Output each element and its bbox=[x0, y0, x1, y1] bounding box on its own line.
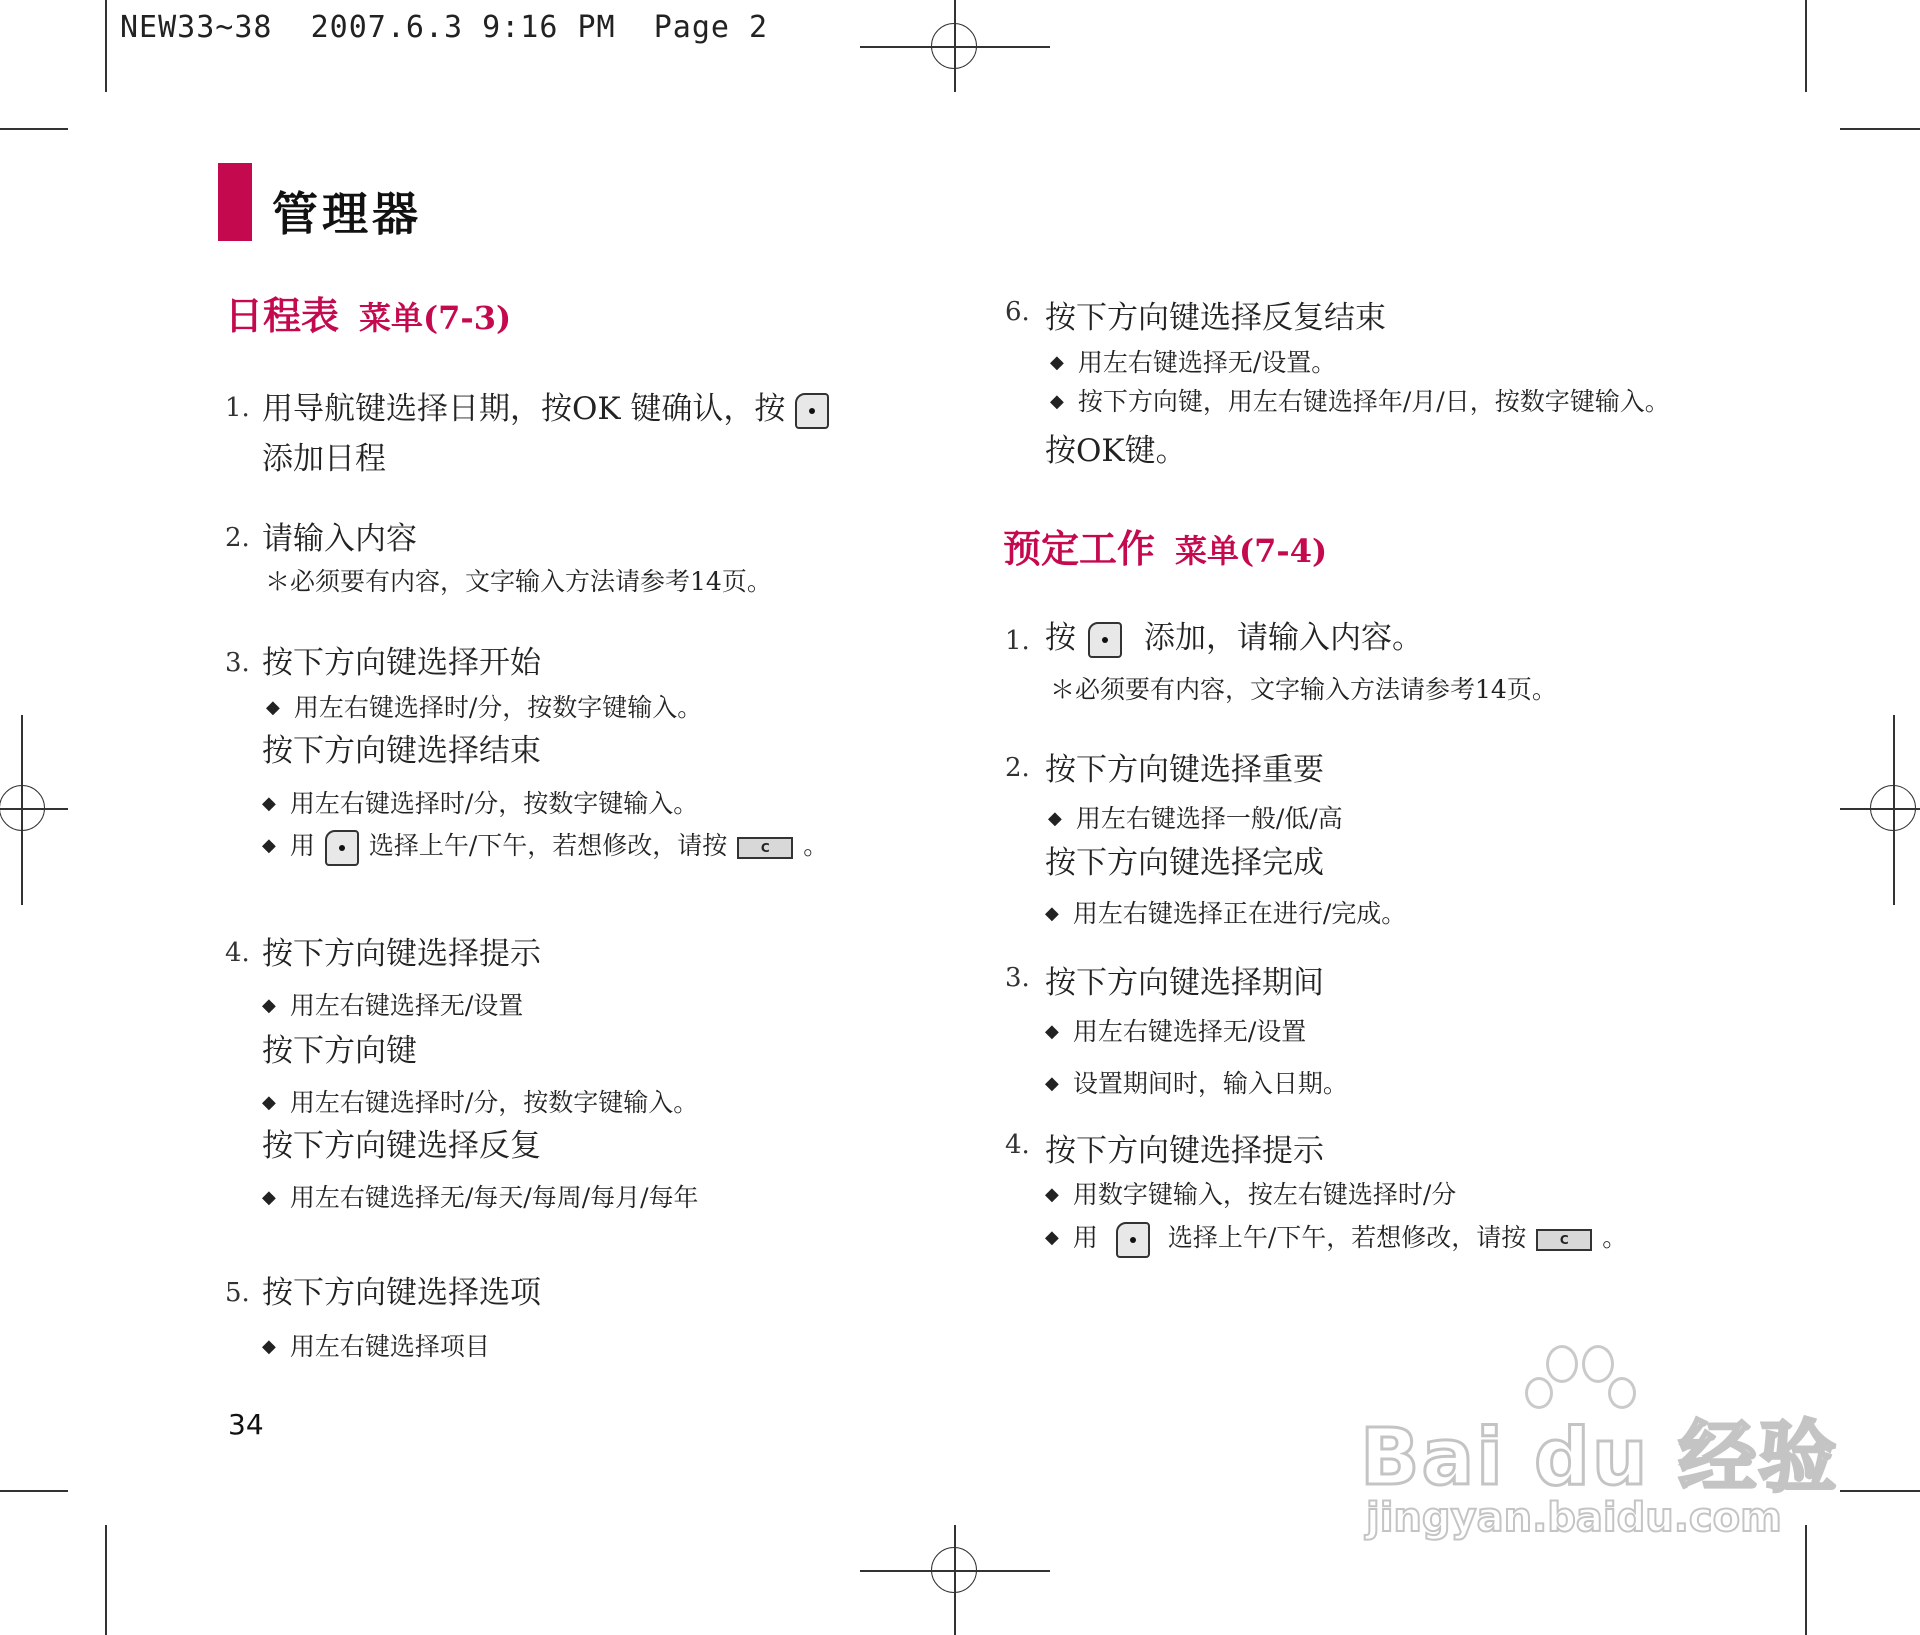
bullet-text: 按下方向键，用左右键选择年/月/日，按数字键输入。 bbox=[1077, 387, 1670, 416]
bullet-text: 用左右键选择时/分，按数字键输入。 bbox=[289, 1088, 699, 1117]
bullet-text: 用左右键选择正在进行/完成。 bbox=[1072, 899, 1407, 928]
ok-key-icon bbox=[1116, 1222, 1150, 1258]
step-number: 2. bbox=[225, 523, 250, 553]
bullet-diamond-icon: ◆ bbox=[1048, 808, 1062, 829]
page-number: 34 bbox=[228, 1408, 264, 1441]
step-text: 按下方向键选择反复结束 bbox=[1045, 300, 1386, 336]
bullet-text: 用 bbox=[1072, 1223, 1098, 1252]
bullet-diamond-icon: ◆ bbox=[1050, 352, 1064, 373]
bullet-diamond-icon: ◆ bbox=[262, 1187, 276, 1208]
bullet-text: 用左右键选择无/设置 bbox=[1072, 1017, 1307, 1046]
bullet-text: 用 bbox=[289, 831, 315, 860]
step-number: 1. bbox=[225, 393, 250, 423]
registration-mark bbox=[931, 23, 977, 69]
bullet-text: 设置期间时，输入日期。 bbox=[1072, 1069, 1348, 1098]
step-text-part: 用导航键选择日期，按OK 键确认，按 bbox=[262, 391, 786, 427]
bullet-diamond-icon: ◆ bbox=[1045, 1073, 1059, 1094]
bullet-item bbox=[1045, 894, 1406, 930]
step-number: 2. bbox=[1005, 753, 1030, 783]
step-number: 4. bbox=[1005, 1130, 1030, 1160]
bullet-text: 用左右键选择无/每天/每周/每月/每年 bbox=[289, 1183, 699, 1212]
step-text-part: 添加，请输入内容。 bbox=[1144, 620, 1423, 656]
registration-mark bbox=[1870, 785, 1916, 831]
crop-mark bbox=[0, 128, 68, 130]
crop-mark bbox=[1840, 1490, 1920, 1492]
step-text: 按下方向键选择提示 bbox=[1045, 1133, 1324, 1169]
bullet-item bbox=[1048, 799, 1343, 835]
bullet-item bbox=[262, 826, 828, 866]
bullet-text: 用左右键选择时/分，按数字键输入。 bbox=[293, 693, 703, 722]
bullet-item bbox=[262, 986, 523, 1022]
bullet-diamond-icon: ◆ bbox=[262, 835, 276, 856]
step-number: 3. bbox=[225, 648, 250, 678]
registration-mark bbox=[0, 785, 45, 831]
step-number: 3. bbox=[1005, 963, 1030, 993]
paw-icon bbox=[1546, 1345, 1578, 1383]
bullet-text: 用左右键选择无/设置 bbox=[289, 991, 524, 1020]
step-subtext: 按下方向键选择结束 bbox=[262, 733, 541, 769]
bullet-diamond-icon: ◆ bbox=[1050, 391, 1064, 412]
step-number: 1. bbox=[1005, 626, 1030, 656]
ok-key-icon bbox=[795, 393, 829, 429]
ok-key-icon bbox=[325, 830, 359, 866]
bullet-item bbox=[1045, 1175, 1456, 1211]
bullet-diamond-icon: ◆ bbox=[1045, 1184, 1059, 1205]
bullet-text: 。 bbox=[1602, 1223, 1628, 1252]
step-text: 按下方向键选择期间 bbox=[1045, 965, 1324, 1001]
bullet-text: 选择上午/下午，若想修改，请按 bbox=[1167, 1223, 1527, 1252]
ok-key-icon bbox=[1088, 622, 1122, 658]
step-subtext: 按下方向键选择反复 bbox=[262, 1128, 541, 1164]
section-menu: 菜单(7-4) bbox=[1175, 532, 1328, 570]
crop-mark bbox=[0, 1490, 68, 1492]
bullet-diamond-icon: ◆ bbox=[266, 697, 280, 718]
bullet-text: 用左右键选择时/分，按数字键输入。 bbox=[289, 789, 699, 818]
clear-key-icon: C bbox=[737, 837, 793, 859]
crop-mark bbox=[1805, 0, 1807, 92]
step-text: 按下方向键选择开始 bbox=[262, 645, 541, 681]
bullet-item bbox=[1050, 343, 1336, 379]
step-text: 按下方向键选择重要 bbox=[1045, 752, 1324, 788]
bullet-item bbox=[262, 1083, 698, 1119]
section-menu: 菜单(7-3) bbox=[359, 299, 512, 337]
bullet-diamond-icon: ◆ bbox=[1045, 1021, 1059, 1042]
bullet-item bbox=[1045, 1218, 1627, 1258]
crop-mark bbox=[105, 0, 107, 92]
crop-mark bbox=[1840, 128, 1920, 130]
bullet-diamond-icon: ◆ bbox=[262, 1092, 276, 1113]
bullet-item bbox=[1050, 382, 1670, 418]
bullet-diamond-icon: ◆ bbox=[262, 995, 276, 1016]
step-text: 按下方向键选择提示 bbox=[262, 936, 541, 972]
step-subtext: 按下方向键 bbox=[262, 1033, 417, 1069]
step-subtext: 按下方向键选择完成 bbox=[1045, 845, 1324, 881]
bullet-item bbox=[262, 784, 698, 820]
section-title: 日程表 bbox=[225, 294, 340, 338]
step-note: ＊必须要有内容，文字输入方法请参考14页。 bbox=[1050, 675, 1557, 704]
bullet-diamond-icon: ◆ bbox=[1045, 903, 1059, 924]
step-text bbox=[1045, 612, 1423, 658]
step-number: 5. bbox=[225, 1278, 250, 1308]
bullet-text: 用左右键选择项目 bbox=[289, 1332, 490, 1361]
paw-icon bbox=[1582, 1345, 1614, 1383]
step-text-part: 按 bbox=[1045, 620, 1076, 656]
bullet-item bbox=[1045, 1012, 1306, 1048]
print-header: NEW33~38 2007.6.3 9:16 PM Page 2 bbox=[120, 10, 769, 45]
section-title: 预定工作 bbox=[1003, 527, 1156, 571]
bullet-item bbox=[262, 1178, 699, 1214]
step-subtext: 按OK键。 bbox=[1045, 433, 1187, 469]
bullet-diamond-icon: ◆ bbox=[262, 1336, 276, 1357]
bullet-text: 用左右键选择无/设置。 bbox=[1077, 348, 1337, 377]
bullet-item bbox=[1045, 1064, 1348, 1100]
title-accent-bar bbox=[218, 163, 252, 241]
step-text: 按下方向键选择选项 bbox=[262, 1275, 541, 1311]
clear-key-icon: C bbox=[1536, 1229, 1592, 1251]
crop-mark bbox=[105, 1525, 107, 1635]
step-number: 6. bbox=[1005, 297, 1030, 327]
bullet-text: 用数字键输入，按左右键选择时/分 bbox=[1072, 1180, 1457, 1209]
page-title: 管理器 bbox=[272, 187, 422, 241]
bullet-diamond-icon: ◆ bbox=[262, 793, 276, 814]
bullet-text: 。 bbox=[803, 831, 829, 860]
step-number: 4. bbox=[225, 938, 250, 968]
section-heading-schedule bbox=[225, 285, 511, 340]
step-text bbox=[262, 383, 839, 429]
bullet-text: 用左右键选择一般/低/高 bbox=[1075, 804, 1343, 833]
step-text: 添加日程 bbox=[262, 441, 386, 477]
section-heading-tasks bbox=[1003, 518, 1327, 573]
bullet-diamond-icon: ◆ bbox=[1045, 1227, 1059, 1248]
bullet-text: 选择上午/下午，若想修改，请按 bbox=[368, 831, 728, 860]
baidu-watermark bbox=[1360, 1345, 1839, 1555]
registration-mark bbox=[931, 1547, 977, 1593]
step-note: ＊必须要有内容，文字输入方法请参考14页。 bbox=[265, 567, 772, 596]
watermark-url: jingyan.baidu.com bbox=[1366, 1495, 1782, 1541]
step-text: 请输入内容 bbox=[262, 521, 417, 557]
bullet-item bbox=[266, 688, 702, 724]
bullet-item bbox=[262, 1327, 490, 1363]
watermark-brand: Bai du 经验 bbox=[1360, 1413, 1839, 1503]
